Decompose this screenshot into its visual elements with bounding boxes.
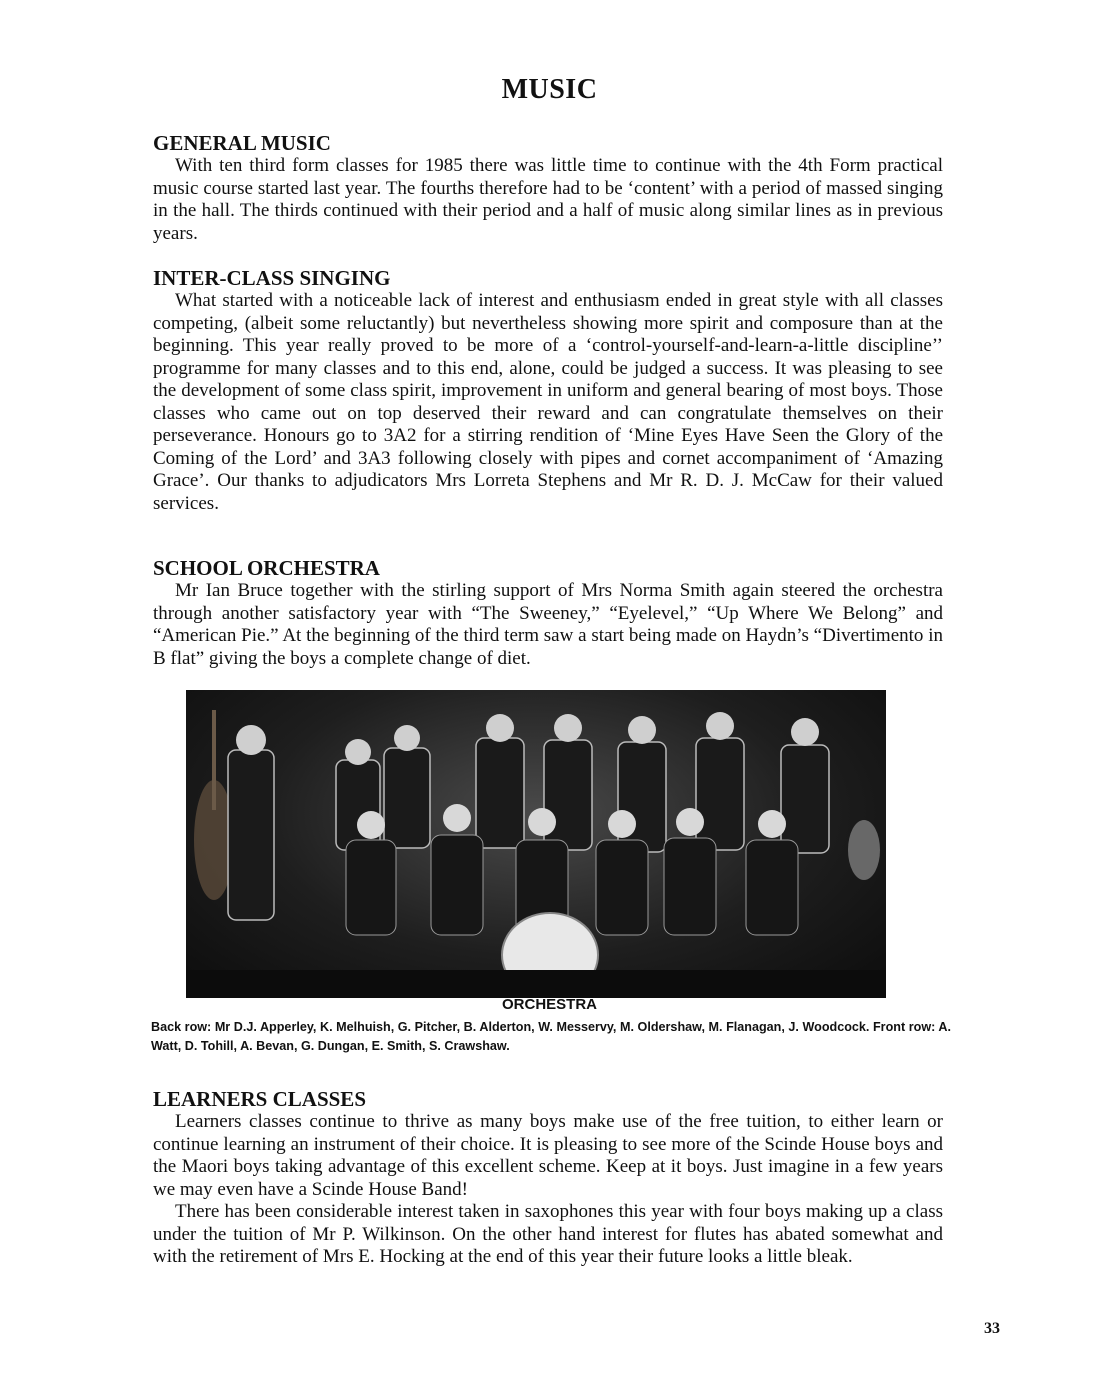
section-heading: INTER-CLASS SINGING — [153, 266, 391, 290]
section-heading: LEARNERS CLASSES — [153, 1087, 366, 1111]
section-school-orchestra — [153, 556, 943, 670]
section-heading: SCHOOL ORCHESTRA — [153, 556, 380, 580]
section-paragraph: Learners classes continue to thrive as many boys make use of the free tuition, to either learn or continue learning an instrument of their choice. It is pleasing to see more of the Scinde House boys and the Maori boys taking advantage of this excellent scheme. Keep at it boys. Just imagine in a few years we may even have a Scinde House Band! — [153, 1111, 943, 1200]
photo-caption: Back row: Mr D.J. Apperley, K. Melhuish, G. Pitcher, B. Alderton, W. Messervy, M. Oldershaw, M. Flanagan, J. Woodcock. Front row: A. Watt, D. Tohill, A. Bevan, G. Dungan, E. Smith, S. Crawshaw. — [151, 1020, 951, 1053]
section-learners-classes — [153, 1087, 943, 1269]
section-paragraph: What started with a noticeable lack of interest and enthusiasm ended in great style with all classes competing, (albeit some reluctantly) but nevertheless showing more spirit and composure than at the beginning. This year really proved to be more of a ‘control-yourself-and-learn-a-little discipline’’ programme for many classes and to this end, alone, could be judged a success. It was pleasing to see the development of some class spirit, improvement in uniform and general bearing of most boys. Those classes who came out on top deserved their reward and can congratulate themselves on their perseverance. Honours go to 3A2 for a stirring rendition of ‘Mine Eyes Have Seen the Glory of the Coming of the Lord’ and 3A3 following closely with pipes and cornet accompaniment of ‘Amazing Grace’. Our thanks to adjudicators Mrs Lorreta Stephens and Mr R. D. J. McCaw for their valued services. — [153, 290, 943, 514]
photo-caption-title: ORCHESTRA — [501, 996, 597, 1013]
page-number: 33 — [984, 1320, 1000, 1337]
section-heading: GENERAL MUSIC — [153, 131, 331, 155]
orchestra-photo — [186, 690, 886, 998]
section-paragraph: Mr Ian Bruce together with the stirling support of Mrs Norma Smith again steered the orchestra through another satisfactory year with “The Sweeney,” “Eyelevel,” “Up Where We Belong” and “American Pie.” At the beginning of the third term saw a start being made on Haydn’s “Divertimento in B flat” giving the boys a complete change of diet. — [153, 580, 943, 669]
section-inter-class-singing — [153, 266, 943, 515]
section-paragraph: With ten third form classes for 1985 there was little time to continue with the 4th Form practical music course started last year. The fourths therefore had to be ‘content’ with a period of massed singing in the hall. The thirds continued with their period and a half of music along similar lines as in previous years. — [153, 155, 943, 244]
page-title: MUSIC — [501, 74, 598, 105]
section-paragraph: There has been considerable interest taken in saxophones this year with four boys making up a class under the tuition of Mr P. Wilkinson. On the other hand interest for flutes has abated somewhat and with the retirement of Mrs E. Hocking at the end of this year their future looks a little bleak. — [153, 1201, 943, 1267]
orchestra-photo-illustration — [186, 690, 886, 998]
section-general-music — [153, 131, 943, 245]
